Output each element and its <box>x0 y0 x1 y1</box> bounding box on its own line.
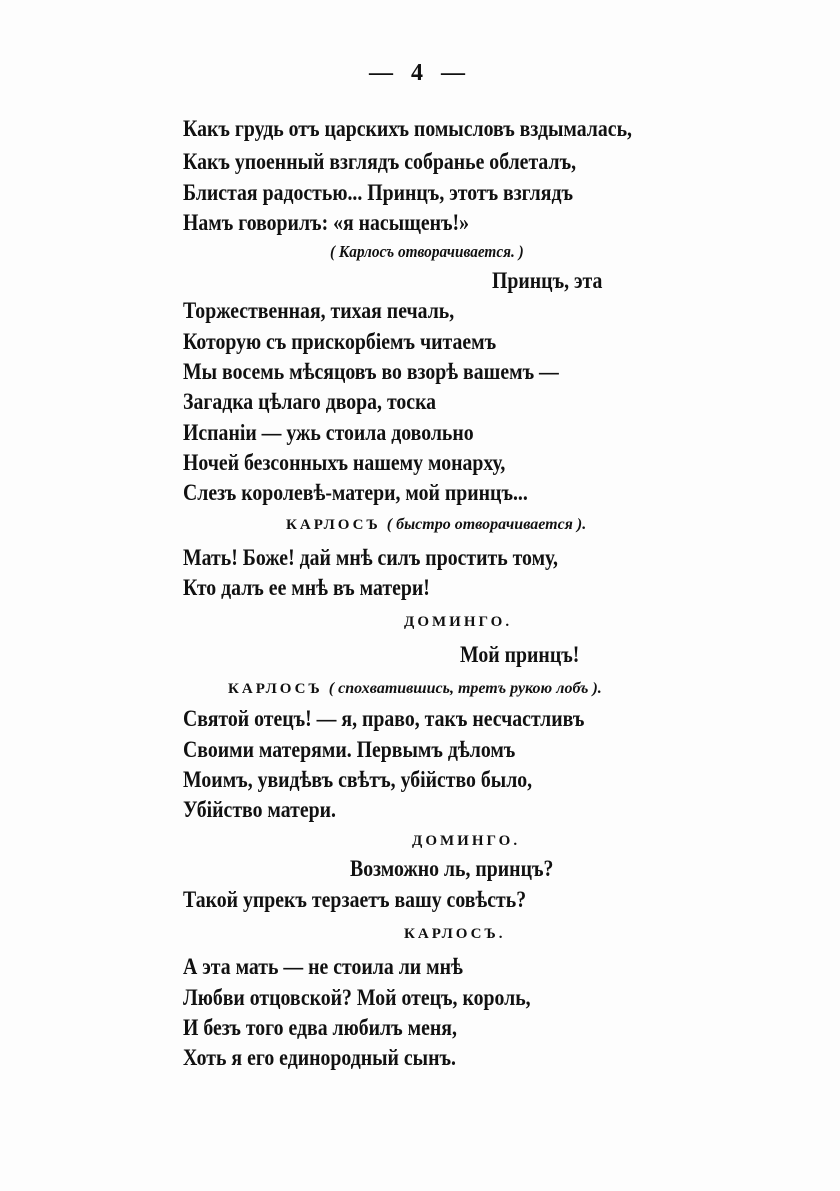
verse-line: Любви отцовской? Мой отецъ, король, <box>183 985 531 1010</box>
speaker-name: КАРЛОСЪ. <box>404 926 506 942</box>
stage-direction: ( Карлосъ отворачивается. ) <box>330 242 524 261</box>
verse-line: Загадка цѣлаго двора, тоска <box>183 389 437 414</box>
verse-line: А эта мать — не стоила ли мнѣ <box>183 954 463 979</box>
verse-line: Какъ грудь отъ царскихъ помысловъ вздымалась, <box>183 116 632 141</box>
verse-line: Которую съ прискорбіемъ читаемъ <box>183 329 497 354</box>
verse-line: Торжественная, тихая печаль, <box>183 298 455 323</box>
speaker-name: ДОМИНГО. <box>404 614 513 630</box>
speaker-heading <box>286 516 586 534</box>
verse-line: Возможно ль, принцъ? <box>350 856 554 881</box>
verse-line: Святой отецъ! — я, право, такъ несчастливъ <box>183 706 585 731</box>
verse-line: Какъ упоенный взглядъ собранье облеталъ, <box>183 149 577 174</box>
stage-direction: ( спохватившись, третъ рукою лобъ ). <box>328 680 602 697</box>
verse-line: Мы восемь мѣсяцовъ во взорѣ вашемъ — <box>183 359 559 384</box>
verse-line: Убійство матери. <box>183 797 336 822</box>
verse-line: И безъ того едва любилъ меня, <box>183 1015 457 1040</box>
verse-line: Мать! Боже! дай мнѣ силъ простить тому, <box>183 545 558 570</box>
verse-line: Ночей безсонныхъ нашему монарху, <box>183 450 506 475</box>
verse-line: Хоть я его единородный сынъ. <box>183 1045 456 1070</box>
verse-line: Своими матерями. Первымъ дѣломъ <box>183 737 516 762</box>
stage-direction: ( быстро отворачивается ). <box>386 516 587 533</box>
verse-line: Блистая радостью... Принцъ, этотъ взглядъ <box>183 180 573 205</box>
verse-line: Мой принцъ! <box>460 642 580 667</box>
verse-line: Моимъ, увидѣвъ свѣтъ, убійство было, <box>183 767 533 792</box>
speaker-heading <box>228 680 602 698</box>
verse-line: Принцъ, эта <box>492 268 603 293</box>
speaker-name: КАРЛОСЪ <box>228 681 323 697</box>
verse-line: Намъ говорилъ: «я насыщенъ!» <box>183 210 470 235</box>
speaker-name: КАРЛОСЪ <box>286 517 381 533</box>
verse-line: Кто далъ ее мнѣ въ матери! <box>183 575 430 600</box>
verse-line: Испаніи — ужь стоила довольно <box>183 420 474 445</box>
page-number: — 4 — <box>369 60 471 86</box>
speaker-name: ДОМИНГО. <box>412 833 521 849</box>
verse-line: Такой упрекъ терзаетъ вашу совѣсть? <box>183 887 527 912</box>
verse-line: Слезъ королевѣ-матери, мой принцъ... <box>183 480 528 505</box>
